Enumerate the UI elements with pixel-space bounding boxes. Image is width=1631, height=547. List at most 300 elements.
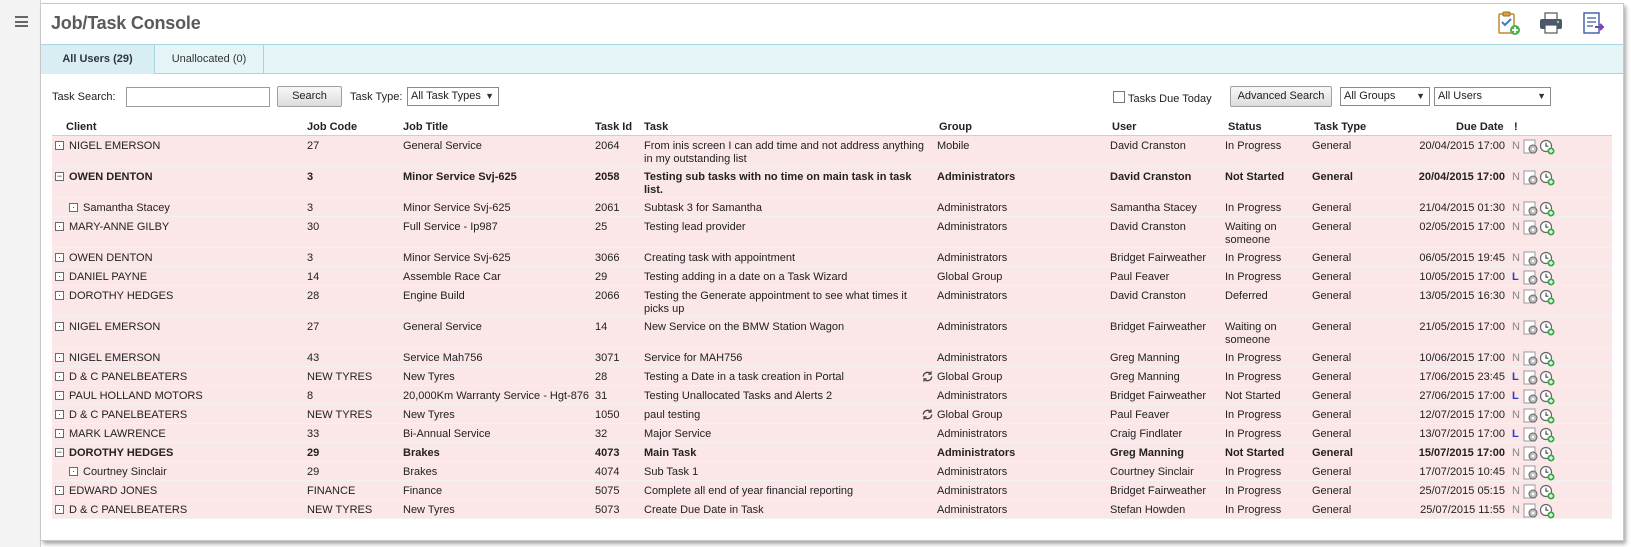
cell-flag: N (1512, 202, 1520, 214)
cell-due-date: 27/06/2015 17:00 (1419, 390, 1505, 402)
task-search-label: Task Search: (52, 91, 116, 103)
column-header-flag: ! (1514, 121, 1518, 133)
cell-due-date: 20/04/2015 17:00 (1419, 140, 1505, 152)
table-row[interactable] (52, 405, 1612, 424)
cell-task: Service for MAH756 (644, 352, 743, 364)
tasks-due-today-checkbox[interactable] (1113, 91, 1125, 103)
cell-job-code: NEW TYRES (307, 371, 373, 383)
cell-user: David Cranston (1110, 140, 1186, 152)
cell-task-type: General (1312, 466, 1352, 478)
cell-job-title: Assemble Race Car (403, 271, 501, 283)
cell-client: OWEN DENTON (69, 171, 153, 183)
sync-icon (921, 408, 934, 421)
cell-status: In Progress (1225, 352, 1282, 364)
cell-user: Paul Feaver (1110, 271, 1170, 283)
cell-flag: L (1512, 390, 1519, 402)
expand-icon[interactable]: · (55, 410, 64, 419)
cell-job-title: Minor Service Svj-625 (403, 252, 511, 264)
cell-group: Administrators (937, 466, 1008, 478)
cell-user: Greg Manning (1110, 447, 1184, 459)
add-time-icon[interactable] (1539, 351, 1555, 367)
cell-job-title: 20,000Km Warranty Service - Hgt-876 (403, 390, 590, 402)
cell-status: In Progress (1225, 252, 1282, 264)
cell-task: Subtask 3 for Samantha (644, 202, 763, 214)
cell-job-title: Service Mah756 (403, 352, 483, 364)
task-type-selected-value: All Task Types (411, 90, 481, 102)
cell-group: Administrators (937, 428, 1008, 440)
cell-task-id: 2064 (595, 140, 620, 152)
cell-task-id: 25 (595, 221, 608, 233)
cell-client: NIGEL EMERSON (69, 352, 161, 364)
groups-selected-value: All Groups (1344, 90, 1396, 102)
expand-icon[interactable]: · (55, 253, 64, 262)
expand-icon[interactable]: · (55, 391, 64, 400)
expand-icon[interactable]: · (55, 141, 64, 150)
cell-status: Waiting on someone (1225, 321, 1277, 346)
cell-due-date: 13/05/2015 16:30 (1419, 290, 1505, 302)
cell-task-type: General (1312, 409, 1352, 421)
export-icon[interactable] (1581, 10, 1607, 36)
cell-due-date: 13/07/2015 17:00 (1419, 428, 1505, 440)
cell-task: Testing lead provider (644, 221, 746, 233)
cell-due-date: 10/05/2015 17:00 (1419, 271, 1505, 283)
cell-flag: N (1512, 171, 1520, 183)
cell-flag: N (1512, 504, 1520, 516)
expand-icon[interactable]: · (55, 222, 64, 231)
cell-job-title: Full Service - Ip987 (403, 221, 498, 233)
cell-group: Global Group (937, 371, 1003, 383)
add-time-icon[interactable] (1539, 389, 1555, 405)
tab-unallocated[interactable]: Unallocated (0) (155, 45, 264, 74)
cell-task: Testing sub tasks with no time on main task in task list. (644, 171, 912, 196)
cell-flag: N (1512, 140, 1520, 152)
cell-flag: N (1512, 221, 1520, 233)
table-row[interactable] (52, 267, 1612, 286)
expand-icon[interactable]: · (55, 353, 64, 362)
cell-status: In Progress (1225, 466, 1282, 478)
edit-task-icon[interactable] (1523, 251, 1539, 267)
cell-user: Samantha Stacey (1110, 202, 1197, 214)
cell-due-date: 25/07/2015 11:55 (1420, 504, 1505, 516)
cell-task: Complete all end of year financial reporting (644, 485, 854, 497)
cell-task-id: 28 (595, 371, 608, 383)
table-row[interactable] (52, 248, 1612, 267)
cell-task-id: 2061 (595, 202, 620, 214)
cell-flag: N (1512, 485, 1520, 497)
cell-task-type: General (1312, 202, 1352, 214)
cell-task-type: General (1312, 447, 1353, 459)
cell-status: Waiting on someone (1225, 221, 1277, 246)
cell-group: Administrators (937, 321, 1008, 333)
tab-all-users[interactable]: All Users (29) (41, 45, 155, 74)
cell-task-id: 1050 (595, 409, 620, 421)
cell-task: Create Due Date in Task (644, 504, 764, 516)
edit-task-icon[interactable] (1523, 427, 1539, 443)
cell-task: Main Task (644, 447, 697, 459)
cell-group: Administrators (937, 252, 1008, 264)
cell-user: Greg Manning (1110, 352, 1180, 364)
cell-user: Stefan Howden (1110, 504, 1186, 516)
cell-due-date: 25/07/2015 05:15 (1419, 485, 1505, 497)
cell-task-id: 32 (595, 428, 608, 440)
cell-task-type: General (1312, 221, 1352, 233)
table-row[interactable] (52, 386, 1612, 405)
column-header-user[interactable]: User (1112, 121, 1137, 133)
cell-client: D & C PANELBEATERS (69, 409, 188, 421)
cell-job-code: 3 (307, 171, 314, 183)
cell-task-type: General (1312, 485, 1352, 497)
cell-user: Bridget Fairweather (1110, 390, 1206, 402)
advanced-search-button[interactable]: Advanced Search (1230, 86, 1332, 107)
expand-icon[interactable]: · (55, 505, 64, 514)
cell-due-date: 12/07/2015 17:00 (1419, 409, 1505, 421)
cell-flag: L (1512, 371, 1519, 383)
edit-task-icon[interactable] (1523, 446, 1539, 462)
search-button[interactable]: Search (277, 86, 342, 107)
cell-task-type: General (1312, 390, 1352, 402)
cell-group: Administrators (937, 221, 1008, 233)
cell-due-date: 02/05/2015 17:00 (1419, 221, 1505, 233)
table-row[interactable] (52, 286, 1612, 317)
cell-job-title: General Service (403, 321, 482, 333)
cell-task-id: 2058 (595, 171, 620, 183)
task-grid (52, 118, 1612, 519)
cell-client: DANIEL PAYNE (69, 271, 148, 283)
cell-task-type: General (1312, 428, 1352, 440)
edit-task-icon[interactable] (1523, 503, 1539, 519)
table-row[interactable] (52, 367, 1612, 386)
cell-task-id: 4074 (595, 466, 620, 478)
tabs-bar (41, 44, 1623, 74)
chevron-down-icon: ▼ (1416, 91, 1425, 101)
add-time-icon[interactable] (1539, 446, 1555, 462)
left-rail (0, 0, 41, 547)
cell-job-code: 30 (307, 221, 320, 233)
expand-icon[interactable]: · (55, 372, 64, 381)
table-row[interactable] (52, 167, 1612, 198)
cell-task-id: 29 (595, 271, 608, 283)
table-row[interactable] (52, 443, 1612, 462)
cell-status: In Progress (1225, 428, 1282, 440)
column-header-task-id[interactable]: Task Id (595, 121, 633, 133)
cell-due-date: 17/06/2015 23:45 (1419, 371, 1505, 383)
cell-status: Not Started (1225, 390, 1281, 402)
cell-user: Greg Manning (1110, 371, 1180, 383)
cell-user: David Cranston (1110, 221, 1186, 233)
add-time-icon[interactable] (1539, 170, 1555, 186)
cell-task-id: 5075 (595, 485, 620, 497)
edit-task-icon[interactable] (1523, 170, 1539, 186)
expand-icon[interactable]: · (55, 429, 64, 438)
collapse-icon[interactable]: − (56, 171, 63, 181)
print-icon[interactable] (1538, 10, 1564, 36)
cell-task-type: General (1312, 321, 1352, 333)
cell-job-code: 27 (307, 140, 320, 152)
cell-task: New Service on the BMW Station Wagon (644, 321, 845, 333)
cell-due-date: 21/04/2015 01:30 (1419, 202, 1505, 214)
column-header-status[interactable]: Status (1228, 121, 1262, 133)
cell-flag: N (1512, 466, 1520, 478)
cell-user: David Cranston (1110, 290, 1186, 302)
cell-due-date: 20/04/2015 17:00 (1418, 171, 1505, 183)
page-title: Job/Task Console (51, 13, 201, 33)
cell-group: Administrators (937, 202, 1008, 214)
cell-job-code: FINANCE (307, 485, 356, 497)
job-task-console-panel (41, 3, 1624, 541)
cell-status: In Progress (1225, 271, 1282, 283)
cell-status: In Progress (1225, 485, 1282, 497)
cell-job-title: Brakes (403, 447, 440, 459)
column-header-group[interactable]: Group (939, 121, 972, 133)
cell-task: paul testing (644, 409, 701, 421)
cell-flag: N (1512, 352, 1520, 364)
column-header-task[interactable]: Task (644, 121, 669, 133)
edit-task-icon[interactable] (1523, 289, 1539, 305)
cell-job-code: NEW TYRES (307, 409, 373, 421)
cell-status: Not Started (1225, 171, 1285, 183)
add-task-icon[interactable] (1495, 10, 1521, 36)
cell-job-code: 3 (307, 202, 314, 214)
cell-client: D & C PANELBEATERS (69, 371, 188, 383)
cell-client: MARY-ANNE GILBY (69, 221, 170, 233)
cell-client: PAUL HOLLAND MOTORS (69, 390, 203, 402)
table-row[interactable] (52, 136, 1612, 167)
groups-select[interactable] (1340, 87, 1430, 106)
table-row[interactable] (52, 198, 1612, 217)
cell-task-id: 14 (595, 321, 608, 333)
task-search-input[interactable] (126, 87, 270, 107)
cell-job-code: 8 (307, 390, 314, 402)
cell-group: Mobile (937, 140, 970, 152)
cell-client: DOROTHY HEDGES (69, 290, 174, 302)
table-row[interactable] (52, 481, 1612, 500)
expand-icon[interactable]: · (69, 467, 78, 476)
expand-icon[interactable]: · (55, 322, 64, 331)
cell-task-type: General (1312, 252, 1352, 264)
task-type-label: Task Type: (350, 91, 403, 103)
cell-task-id: 31 (595, 390, 608, 402)
cell-group: Global Group (937, 409, 1003, 421)
add-time-icon[interactable] (1539, 408, 1555, 424)
cell-flag: N (1512, 409, 1520, 421)
add-time-icon[interactable] (1539, 484, 1555, 500)
edit-task-icon[interactable] (1523, 320, 1539, 336)
cell-job-title: New Tyres (403, 409, 455, 421)
cell-user: Bridget Fairweather (1110, 252, 1206, 264)
column-header-task-type[interactable]: Task Type (1314, 121, 1367, 133)
sync-icon (921, 370, 934, 383)
edit-task-icon[interactable] (1523, 389, 1539, 405)
task-type-select[interactable] (407, 87, 499, 106)
expand-icon[interactable]: · (55, 291, 64, 300)
cell-task: Testing Unallocated Tasks and Alerts 2 (644, 390, 833, 402)
cell-client: EDWARD JONES (69, 485, 158, 497)
cell-due-date: 17/07/2015 10:45 (1419, 466, 1505, 478)
toolbar (1495, 10, 1607, 36)
cell-job-code: 33 (307, 428, 320, 440)
cell-task-id: 4073 (595, 447, 620, 459)
cell-status: In Progress (1225, 409, 1282, 421)
cell-task: Sub Task 1 (644, 466, 699, 478)
add-time-icon[interactable] (1539, 201, 1555, 217)
users-select[interactable] (1434, 87, 1551, 106)
cell-job-code: 29 (307, 447, 320, 459)
hamburger-menu-icon[interactable] (15, 16, 28, 27)
expand-icon[interactable]: · (55, 272, 64, 281)
cell-client: OWEN DENTON (69, 252, 153, 264)
cell-due-date: 15/07/2015 17:00 (1418, 447, 1505, 459)
cell-client: D & C PANELBEATERS (69, 504, 188, 516)
cell-job-code: NEW TYRES (307, 504, 373, 516)
edit-task-icon[interactable] (1523, 270, 1539, 286)
cell-group: Administrators (937, 171, 1016, 183)
cell-user: Paul Feaver (1110, 409, 1170, 421)
cell-task-id: 2066 (595, 290, 620, 302)
cell-job-title: New Tyres (403, 371, 455, 383)
cell-due-date: 10/06/2015 17:00 (1419, 352, 1505, 364)
edit-task-icon[interactable] (1523, 465, 1539, 481)
cell-status: In Progress (1225, 202, 1282, 214)
add-time-icon[interactable] (1539, 320, 1555, 336)
cell-flag: N (1512, 252, 1520, 264)
cell-job-title: General Service (403, 140, 482, 152)
add-time-icon[interactable] (1539, 220, 1555, 236)
edit-task-icon[interactable] (1523, 201, 1539, 217)
title-bar (41, 4, 1623, 44)
edit-task-icon[interactable] (1523, 139, 1539, 155)
expand-icon[interactable]: · (69, 203, 78, 212)
tasks-due-today-label: Tasks Due Today (1128, 93, 1212, 105)
cell-task-type: General (1312, 290, 1352, 302)
cell-job-code: 29 (307, 466, 320, 478)
cell-task-type: General (1312, 140, 1352, 152)
column-header-client[interactable]: Client (66, 121, 97, 133)
cell-task: Testing adding in a date on a Task Wizard (644, 271, 848, 283)
cell-group: Administrators (937, 485, 1008, 497)
table-row[interactable] (52, 348, 1612, 367)
cell-client: NIGEL EMERSON (69, 140, 161, 152)
cell-task-id: 3071 (595, 352, 620, 364)
table-row[interactable] (52, 500, 1612, 519)
cell-job-title: New Tyres (403, 504, 455, 516)
cell-flag: N (1512, 447, 1520, 459)
add-time-icon[interactable] (1539, 427, 1555, 443)
cell-job-code: 27 (307, 321, 320, 333)
cell-job-title: Brakes (403, 466, 438, 478)
cell-job-code: 43 (307, 352, 320, 364)
cell-status: In Progress (1225, 371, 1282, 383)
cell-job-title: Bi-Annual Service (403, 428, 491, 440)
cell-task-id: 5073 (595, 504, 620, 516)
cell-user: Courtney Sinclair (1110, 466, 1194, 478)
add-time-icon[interactable] (1539, 289, 1555, 305)
cell-job-title: Minor Service Svj-625 (403, 202, 511, 214)
edit-task-icon[interactable] (1523, 370, 1539, 386)
chevron-down-icon: ▼ (1537, 91, 1546, 101)
cell-client: Samantha Stacey (83, 202, 170, 214)
table-row[interactable] (52, 424, 1612, 443)
cell-task: Testing the Generate appointment to see what times it picks up (644, 290, 907, 315)
grid-body (52, 136, 1612, 519)
cell-status: Deferred (1225, 290, 1268, 302)
cell-user: Bridget Fairweather (1110, 485, 1206, 497)
cell-group: Administrators (937, 504, 1008, 516)
cell-status: In Progress (1225, 504, 1282, 516)
cell-client: NIGEL EMERSON (69, 321, 161, 333)
cell-task-type: General (1312, 352, 1352, 364)
cell-job-code: 28 (307, 290, 320, 302)
cell-job-title: Minor Service Svj-625 (403, 171, 517, 183)
grid-header (52, 118, 1612, 136)
cell-user: David Cranston (1110, 171, 1192, 183)
column-header-due-date[interactable]: Due Date (1456, 121, 1504, 133)
cell-task-type: General (1312, 271, 1352, 283)
cell-flag: N (1512, 321, 1520, 333)
cell-task: Creating task with appointment (644, 252, 796, 264)
expand-icon[interactable]: · (55, 486, 64, 495)
cell-job-code: 3 (307, 252, 314, 264)
add-time-icon[interactable] (1539, 503, 1555, 519)
cell-task: Testing a Date in a task creation in Portal (644, 371, 844, 383)
cell-client: MARK LAWRENCE (69, 428, 166, 440)
chevron-down-icon: ▼ (485, 91, 494, 101)
cell-group: Global Group (937, 271, 1003, 283)
edit-task-icon[interactable] (1523, 408, 1539, 424)
cell-due-date: 06/05/2015 19:45 (1419, 252, 1505, 264)
cell-task: From inis screen I can add time and not address anything in my outstanding list (644, 140, 925, 165)
cell-group: Administrators (937, 390, 1008, 402)
cell-job-code: 14 (307, 271, 320, 283)
column-header-job-title[interactable]: Job Title (403, 121, 449, 133)
cell-status: Not Started (1225, 447, 1285, 459)
cell-client: Courtney Sinclair (83, 466, 167, 478)
cell-job-title: Finance (403, 485, 443, 497)
cell-group: Administrators (937, 290, 1008, 302)
cell-task-type: General (1312, 371, 1352, 383)
add-time-icon[interactable] (1539, 139, 1555, 155)
edit-task-icon[interactable] (1523, 351, 1539, 367)
add-time-icon[interactable] (1539, 465, 1555, 481)
cell-job-title: Engine Build (403, 290, 465, 302)
cell-flag: L (1512, 271, 1519, 283)
cell-user: Bridget Fairweather (1110, 321, 1206, 333)
add-time-icon[interactable] (1539, 251, 1555, 267)
add-time-icon[interactable] (1539, 270, 1555, 286)
cell-task: Major Service (644, 428, 712, 440)
cell-group: Administrators (937, 447, 1016, 459)
edit-task-icon[interactable] (1523, 220, 1539, 236)
cell-client: DOROTHY HEDGES (69, 447, 174, 459)
cell-flag: L (1512, 428, 1519, 440)
cell-status: In Progress (1225, 140, 1282, 152)
cell-task-type: General (1312, 504, 1352, 516)
users-selected-value: All Users (1438, 90, 1483, 102)
search-row (41, 86, 1623, 110)
column-header-job-code[interactable]: Job Code (307, 121, 358, 133)
table-row[interactable] (52, 462, 1612, 481)
cell-due-date: 21/05/2015 17:00 (1419, 321, 1505, 333)
collapse-icon[interactable]: − (56, 447, 63, 457)
cell-flag: N (1512, 290, 1520, 302)
cell-group: Administrators (937, 352, 1008, 364)
cell-task-id: 3066 (595, 252, 620, 264)
table-row[interactable] (52, 217, 1612, 248)
table-row[interactable] (52, 317, 1612, 348)
cell-task-type: General (1312, 171, 1353, 183)
cell-user: Craig Findlater (1110, 428, 1183, 440)
add-time-icon[interactable] (1539, 370, 1555, 386)
edit-task-icon[interactable] (1523, 484, 1539, 500)
